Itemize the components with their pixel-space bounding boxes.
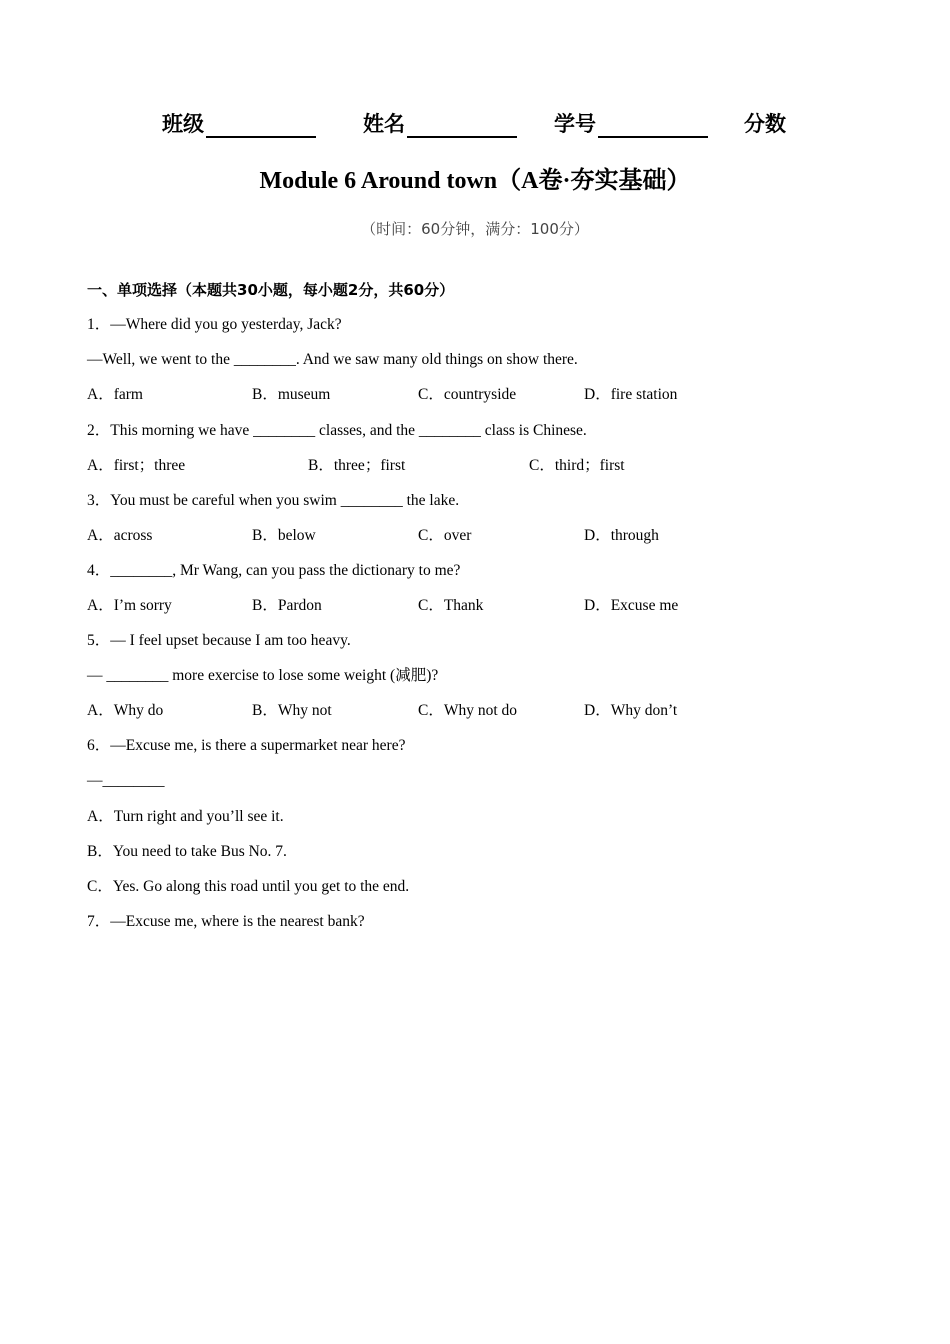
question-5-option-d[interactable]: D．Why don’t bbox=[584, 702, 678, 719]
question-3-option-d[interactable]: D．through bbox=[584, 527, 659, 544]
question-1-option-b[interactable]: B．museum bbox=[252, 386, 331, 403]
question-1-option-a[interactable]: A．farm bbox=[87, 386, 143, 403]
question-4-option-d[interactable]: D．Excuse me bbox=[584, 597, 679, 614]
question-5-option-b[interactable]: B．Why not bbox=[252, 702, 332, 719]
question-1-stem: 1．—Where did you go yesterday, Jack? bbox=[87, 316, 342, 333]
name-label: 姓名 bbox=[363, 112, 405, 136]
question-5-stem: 5．— I feel upset because I am too heavy. bbox=[87, 632, 351, 649]
question-1-line2: —Well, we went to the ________. And we saw many old things on show there. bbox=[87, 351, 578, 368]
question-1-option-c[interactable]: C．countryside bbox=[418, 386, 517, 403]
class-label: 班级 bbox=[162, 112, 204, 136]
question-6-stem: 6．—Excuse me, is there a supermarket near here? bbox=[87, 737, 406, 754]
question-2-option-c[interactable]: C．third；first bbox=[529, 457, 625, 474]
question-7-stem: 7．—Excuse me, where is the nearest bank? bbox=[87, 913, 365, 930]
question-5-option-c[interactable]: C．Why not do bbox=[418, 702, 518, 719]
class-field bbox=[162, 108, 316, 138]
score-label: 分数 bbox=[744, 112, 786, 136]
name-field bbox=[363, 108, 517, 138]
question-1-option-d[interactable]: D．fire station bbox=[584, 386, 678, 403]
question-4-option-c[interactable]: C．Thank bbox=[418, 597, 484, 614]
question-3-option-c[interactable]: C．over bbox=[418, 527, 472, 544]
question-6-option-c[interactable]: C．Yes. Go along this road until you get to the end. bbox=[87, 878, 410, 895]
question-3-stem: 3．You must be careful when you swim ________ the lake. bbox=[87, 492, 460, 509]
name-blank bbox=[407, 114, 517, 138]
question-2-stem: 2．This morning we have ________ classes, and the ________ class is Chinese. bbox=[87, 422, 587, 439]
question-4-option-a[interactable]: A．I’m sorry bbox=[87, 597, 172, 614]
score-field bbox=[744, 108, 786, 138]
question-2-option-b[interactable]: B．three；first bbox=[308, 457, 406, 474]
question-6-option-a[interactable]: A．Turn right and you’ll see it. bbox=[87, 808, 284, 825]
exam-time-info: （时间：60分钟，满分：100分） bbox=[361, 220, 589, 238]
question-4-stem: 4．________, Mr Wang, can you pass the dictionary to me? bbox=[87, 562, 461, 579]
question-6-option-b[interactable]: B．You need to take Bus No. 7. bbox=[87, 843, 287, 860]
student-id-label: 学号 bbox=[554, 112, 596, 136]
student-id-field bbox=[554, 108, 708, 138]
question-3-option-a[interactable]: A．across bbox=[87, 527, 153, 544]
question-2-option-a[interactable]: A．first；three bbox=[87, 457, 186, 474]
student-id-blank bbox=[598, 114, 708, 138]
question-5-line2: — ________ more exercise to lose some weight (减肥)? bbox=[87, 667, 439, 684]
page-title: Module 6 Around town（A卷·夯实基础） bbox=[259, 168, 691, 194]
class-blank bbox=[206, 114, 316, 138]
question-6-line2: —________ bbox=[87, 772, 165, 789]
question-3-option-b[interactable]: B．below bbox=[252, 527, 316, 544]
question-5-option-a[interactable]: A．Why do bbox=[87, 702, 164, 719]
student-info-fields bbox=[162, 108, 802, 142]
question-4-option-b[interactable]: B．Pardon bbox=[252, 597, 322, 614]
section-heading: 一、单项选择（本题共30小题，每小题2分，共60分） bbox=[87, 281, 455, 299]
